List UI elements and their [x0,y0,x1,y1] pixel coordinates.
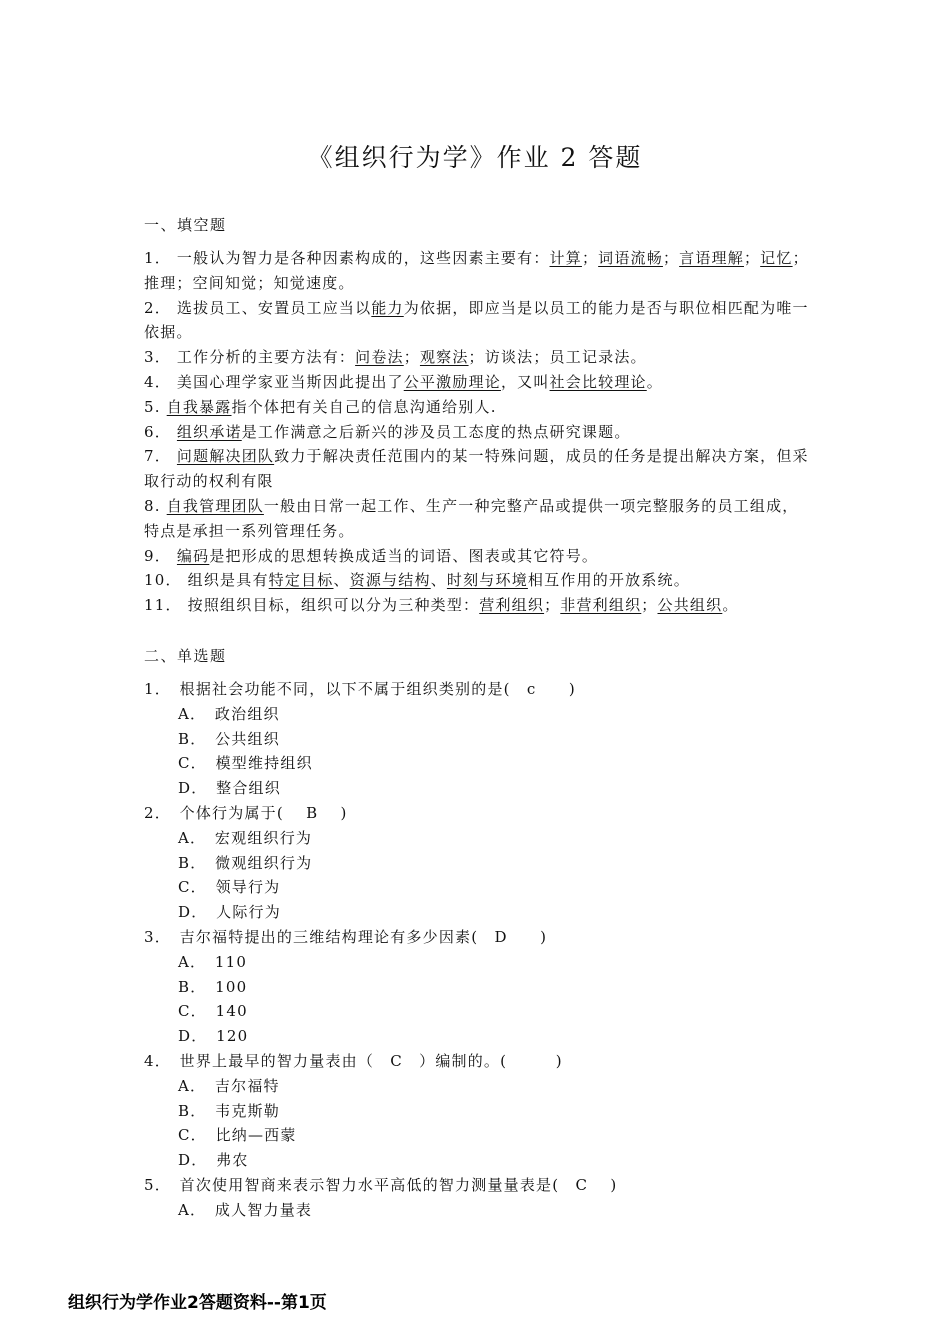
fill-answer: 特定目标 [268,571,334,590]
fill-answer: 编码 [176,546,210,565]
question-stem: 5． 首次使用智商来表示智力水平高低的智力测量量表是( C ) [144,1175,618,1194]
page-title: 《组织行为学》作业 2 答题 [307,143,643,172]
fill-answer: 公共组织 [657,596,723,615]
fill-item [144,345,812,370]
question-stem: 3． 吉尔福特提出的三维结构理论有多少因素( D ) [144,927,548,946]
fill-text: 选拔员工、安置员工应当以 [176,298,372,317]
question-option: A． 政治组织 [178,704,280,723]
fill-item-number: 8. [144,496,167,515]
fill-answer: 非营利组织 [560,596,642,615]
fill-answer: 自我暴露 [166,397,232,416]
fill-answer: 言语理解 [679,249,744,267]
question-option: B． 微观组织行为 [178,853,313,872]
fill-text: 工作分析的主要方法有： [176,348,356,367]
question-option: D． 弗农 [178,1151,249,1170]
fill-text: 美国心理学家亚当斯因此提出了 [176,372,404,391]
fill-text: 、 [430,571,447,590]
question-option: A． 吉尔福特 [178,1076,280,1095]
question-option: D． 人际行为 [178,903,281,922]
fill-item-number: 11． [144,596,188,615]
question-option: B． 100 [178,977,248,996]
fill-text: 按照组织目标，组织可以分为三种类型： [187,596,480,615]
fill-answer: 计算 [549,249,582,267]
fill-text: ；访谈法；员工记录法。 [468,348,647,367]
fill-text: 。 [646,372,663,391]
fill-text: ； [743,249,761,267]
fill-text: 相互作用的开放系统。 [527,571,690,590]
fill-answer: 公平激励理论 [403,372,501,391]
fill-text: ； [641,596,658,615]
fill-item-number: 1． [144,249,177,267]
fill-text: 一般由日常一起工作、生产一种完整产品或提供一项完整服务的员工组成，特点是承担一系列管理任务。 [144,496,799,540]
page-footer: 组织行为学作业2答题资料--第1页 [68,1293,327,1313]
question-option: A． 宏观组织行为 [178,828,313,847]
fill-item [144,395,812,420]
fill-item-number: 7． [144,447,177,466]
fill-item [144,370,812,395]
fill-text: 组织是具有 [187,571,269,590]
fill-text: ； [662,249,680,267]
question-stem: 1． 根据社会功能不同，以下不属于组织类别的是( c ) [144,680,576,698]
question-option: B． 公共组织 [178,729,280,748]
question-stem: 2． 个体行为属于( B ) [144,803,348,822]
fill-item-number: 5. [144,397,167,416]
question-option: C． 140 [178,1002,248,1021]
fill-text: ；推理；空间知觉；知觉速度。 [144,249,809,292]
fill-answer: 观察法 [419,348,469,367]
fill-answer: 自我管理团队 [166,496,264,515]
fill-answer: 时刻与环境 [446,571,528,590]
question-option: A． 成人智力量表 [178,1200,313,1219]
fill-text: 致力于解决责任范围内的某一特殊问题，成员的任务是提出解决方案，但采取行动的权利有限 [144,447,809,491]
fill-answer: 问题解决团队 [176,447,275,466]
fill-item-number: 4． [144,372,177,391]
fill-answer: 社会比较理论 [549,372,647,391]
question-option: B． 韦克斯勒 [178,1101,280,1120]
fill-text: 一般认为智力是各种因素构成的，这些因素主要有： [176,249,550,267]
question-option: C． 比纳—西蒙 [178,1126,297,1145]
fill-item [144,296,812,346]
fill-in-questions [144,246,812,618]
question-option: C． 模型维持组织 [178,754,313,773]
fill-answer: 词语流畅 [598,249,663,267]
section-heading-single: 二、单选题 [144,647,227,665]
fill-text: 。 [722,596,739,615]
fill-item [144,593,812,618]
fill-item [144,420,812,445]
fill-text: 为依据，即应当是以员工的能力是否与职位相匹配为唯一依据。 [144,298,809,342]
fill-answer: 记忆 [760,249,793,267]
question-option: D． 整合组织 [178,779,281,798]
fill-answer: 问卷法 [355,348,404,367]
question-option: C． 领导行为 [178,878,281,897]
fill-item [144,544,812,569]
question-option: A． 110 [178,952,248,971]
fill-text: ； [544,596,561,615]
question-stem: 4． 世界上最早的智力量表由（ C ）编制的。( ) [144,1051,563,1070]
fill-answer: 组织承诺 [176,422,242,441]
fill-text: 是工作满意之后新兴的涉及员工态度的热点研究课题。 [241,422,631,441]
fill-item-number: 3． [144,348,177,367]
single-choice-questions [144,677,812,1223]
fill-text: 、 [333,571,350,590]
fill-item [144,444,812,494]
section-heading-fill: 一、填空题 [144,216,227,234]
fill-item-number: 2． [144,298,177,317]
fill-text: 是把形成的思想转换成适当的词语、图表或其它符号。 [209,546,599,565]
fill-answer: 营利组织 [479,596,545,615]
question-option: D． 120 [178,1027,249,1046]
fill-answer: 能力 [371,298,404,317]
fill-text: ； [403,348,420,367]
fill-text: ； [581,249,599,267]
fill-text: 指个体把有关自己的信息沟通给别人. [231,397,497,416]
fill-item [144,568,812,593]
fill-item [144,494,812,544]
fill-answer: 资源与结构 [349,571,431,590]
fill-item-number: 10． [144,571,188,590]
fill-item-number: 6． [144,422,177,441]
fill-item [144,246,812,296]
fill-text: ，又叫 [500,372,550,391]
fill-item-number: 9． [144,546,177,565]
